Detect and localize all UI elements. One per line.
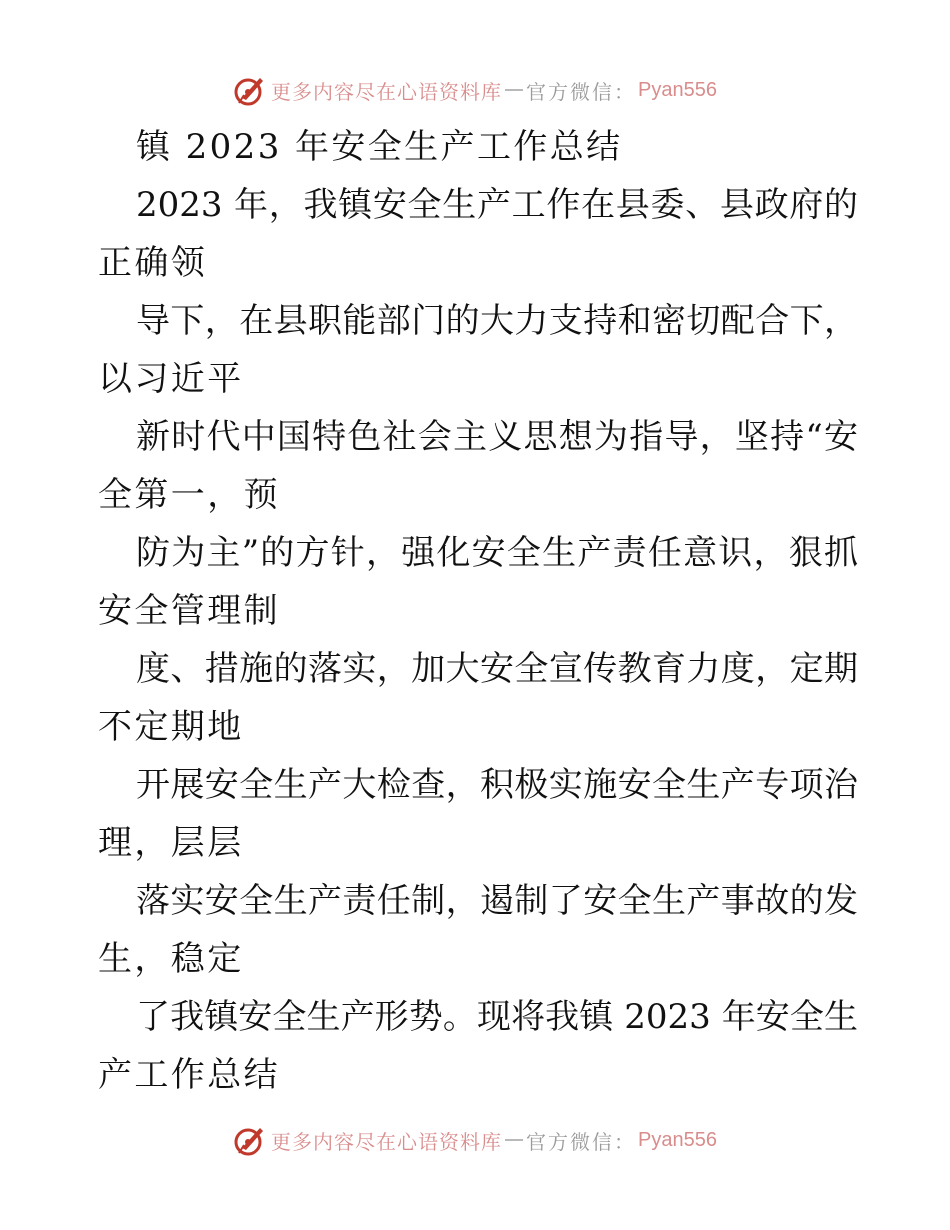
body-line: 全第一，预 xyxy=(98,475,280,515)
body-line: 安全管理制 xyxy=(98,591,280,631)
document-title: 镇 2023 年安全生产工作总结 xyxy=(136,127,623,167)
watermark-wechat-handle: Pyan556 xyxy=(638,1128,717,1151)
body-line: 新时代中国特色社会主义思想为指导，坚持“安 xyxy=(136,417,858,457)
body-line: 以习近平 xyxy=(98,359,244,399)
body-line: 导下，在县职能部门的大力支持和密切配合下， xyxy=(136,301,858,341)
body-line: 了我镇安全生产形势。现将我镇 2023 年安全生 xyxy=(136,997,858,1037)
document-body xyxy=(98,118,858,1104)
body-line: 正确领 xyxy=(98,243,208,283)
footer-watermark xyxy=(0,1120,950,1160)
body-line: 防为主”的方针，强化安全生产责任意识，狠抓 xyxy=(136,533,858,573)
watermark-wechat-handle: Pyan556 xyxy=(638,78,717,101)
watermark-dash xyxy=(505,1139,523,1141)
body-line: 不定期地 xyxy=(98,707,244,747)
body-line: 理，层层 xyxy=(98,823,244,863)
watermark-brand-text: 更多内容尽在心语资料库 xyxy=(271,79,503,104)
watermark-official-label: 官方微信： xyxy=(526,79,637,104)
quill-logo-icon xyxy=(233,73,267,107)
header-watermark xyxy=(0,70,950,110)
body-line: 产工作总结 xyxy=(98,1055,280,1095)
watermark-dash xyxy=(505,89,523,91)
body-line: 开展安全生产大检查，积极实施安全生产专项治 xyxy=(136,765,858,805)
watermark-official-label: 官方微信： xyxy=(526,1129,637,1154)
body-line: 落实安全生产责任制，遏制了安全生产事故的发 xyxy=(136,881,858,921)
quill-logo-icon xyxy=(233,1123,267,1157)
body-line: 生，稳定 xyxy=(98,939,244,979)
watermark-brand-text: 更多内容尽在心语资料库 xyxy=(271,1129,503,1154)
body-line: 度、措施的落实，加大安全宣传教育力度，定期 xyxy=(136,649,858,689)
body-line: 2023 年，我镇安全生产工作在县委、县政府的 xyxy=(136,185,858,225)
